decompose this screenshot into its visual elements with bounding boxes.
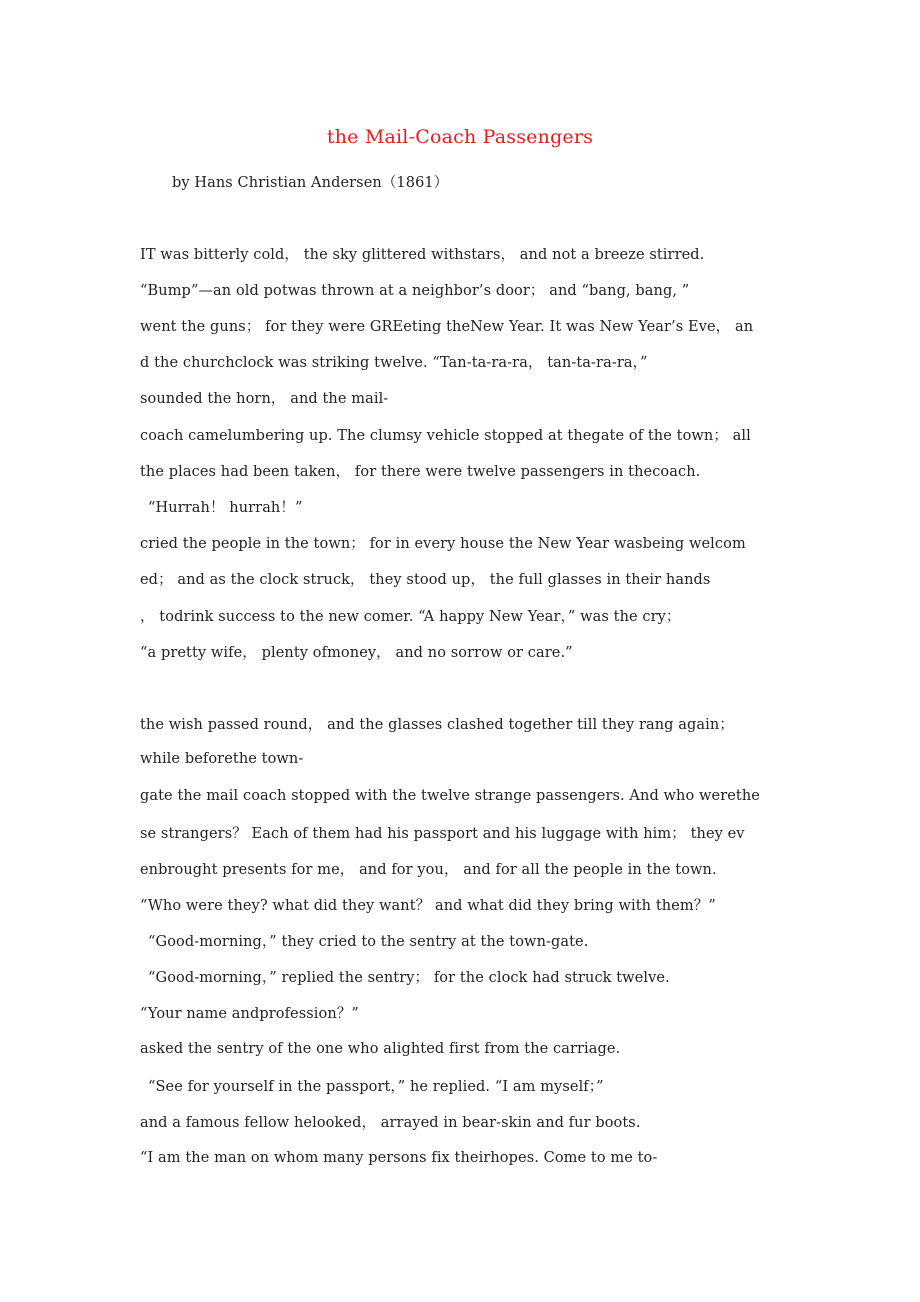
text-line: coach camelumbering up. The clumsy vehicle stopped at thegate of the town； all [140,428,751,444]
text-line: “Good-morning，” replied the sentry； for the clock had struck twelve. [148,970,670,986]
text-line: while beforethe town- [140,751,304,767]
text-line: ， todrink success to the new comer. “A happy New Year，” was the cry； [140,609,681,625]
text-line: IT was bitterly cold， the sky glittered withstars， and not a breeze stirred. [140,247,705,263]
text-line: sounded the horn， and the mail- [140,391,389,407]
text-line: enbrought presents for me， and for you， and for all the people in the town. [140,862,717,878]
text-line: “Good-morning，” they cried to the sentry at the town-gate. [148,934,589,950]
text-line: “Bump”—an old potwas thrown at a neighbor’s door； and “bang, bang, ” [140,283,690,299]
text-line: “a pretty wife， plenty ofmoney， and no sorrow or care.” [140,645,573,661]
byline: by Hans Christian Andersen（1861） [172,175,449,191]
text-line: “Your name andprofession？” [140,1006,359,1022]
document-title: the Mail-Coach Passengers [326,126,594,148]
text-line: and a famous fellow helooked， arrayed in bear-skin and fur boots. [140,1115,641,1131]
text-line: “Hurrah！ hurrah！” [148,500,303,516]
text-line: asked the sentry of the one who alighted first from the carriage. [140,1041,621,1057]
text-line: cried the people in the town； for in every house the New Year wasbeing welcom [140,536,746,552]
text-line: ed； and as the clock struck， they stood up， the full glasses in their hands [140,572,711,588]
text-line: “See for yourself in the passport，” he replied. “I am myself；” [148,1079,604,1095]
text-line: se strangers？ Each of them had his passport and his luggage with him； they ev [140,826,745,842]
text-line: the wish passed round， and the glasses clashed together till they rang again； [140,717,734,733]
text-line: the places had been taken， for there were twelve passengers in thecoach. [140,464,701,480]
text-line: went the guns； for they were GREeting theNew Year. It was New Year’s Eve， an [140,319,754,335]
text-line: d the churchclock was striking twelve. “Tan-ta-ra-ra， tan-ta-ra-ra，” [140,355,648,371]
text-line: “Who were they? what did they want？ and what did they bring with them？” [140,898,716,914]
text-line: “I am the man on whom many persons fix theirhopes. Come to me to- [140,1150,658,1166]
text-line: gate the mail coach stopped with the twelve strange passengers. And who werethe [140,788,760,804]
